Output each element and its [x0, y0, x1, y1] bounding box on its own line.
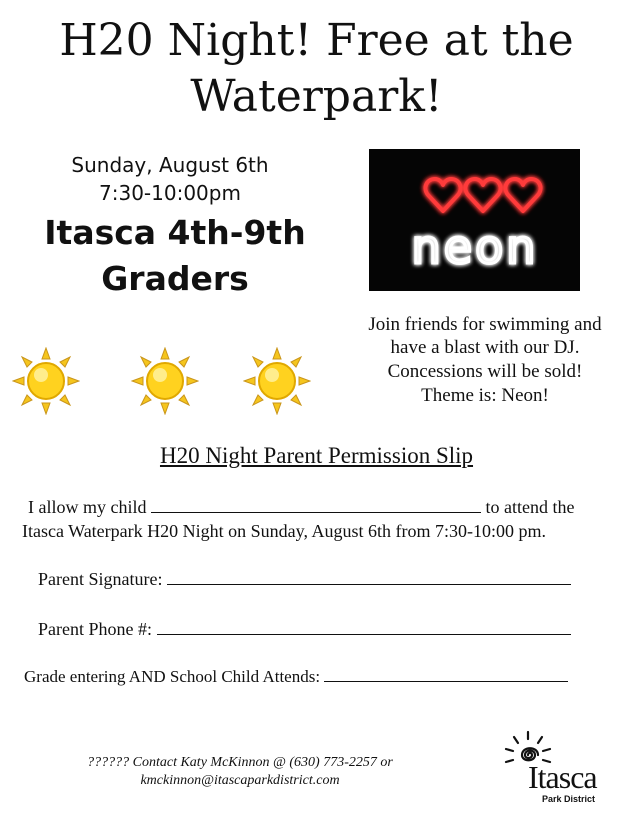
page-title-line2: Waterpark! [190, 71, 443, 122]
contact-email: kmckinnon@itascaparkdistrict.com [140, 773, 340, 788]
neon-sign-image [369, 149, 580, 291]
contact-line1: ?????? Contact Katy McKinnon @ (630) 773-2257 or [87, 755, 393, 770]
sun-icon [12, 347, 80, 415]
parent-phone-row [38, 618, 571, 640]
contact-info [60, 754, 420, 790]
grade-school-label: Grade entering AND School Child Attends: [24, 667, 321, 686]
permission-slip-title-text: H20 Night Parent Permission Slip [159, 443, 474, 468]
sun-icon [131, 347, 199, 415]
parent-signature-row [38, 568, 571, 590]
audience-line1: Itasca 4th-9th [44, 213, 306, 252]
logo-name: Itasca [528, 759, 597, 795]
allow-child-line [28, 496, 574, 518]
permission-slip-title [0, 442, 633, 470]
child-name-field[interactable] [151, 498, 481, 513]
details-line4: Theme is: Neon! [421, 385, 549, 406]
parent-signature-label: Parent Signature: [38, 569, 163, 589]
logo-subtitle: Park District [542, 794, 596, 804]
neon-word: neon [411, 220, 539, 274]
grade-school-row [24, 666, 568, 688]
details-line2: have a blast with our DJ. [390, 337, 580, 358]
event-date: Sunday, August 6th [71, 153, 269, 177]
details-line1: Join friends for swimming and [368, 314, 602, 335]
grade-school-field[interactable] [324, 667, 568, 682]
neon-sign-graphic [369, 149, 580, 291]
audience-line2: Graders [101, 259, 249, 298]
parent-phone-field[interactable] [157, 620, 571, 635]
sun-icon [243, 347, 311, 415]
neon-heart-icons [425, 179, 540, 211]
details-line3: Concessions will be sold! [387, 361, 583, 382]
park-district-logo [498, 728, 613, 808]
event-time: 7:30-10:00pm [99, 181, 241, 205]
page-title-line1: H20 Night! Free at the [59, 15, 574, 66]
parent-signature-field[interactable] [167, 570, 571, 585]
allow-child-prefix: I allow my child [28, 497, 147, 517]
parent-phone-label: Parent Phone #: [38, 619, 152, 639]
allow-child-suffix: to attend the [485, 497, 575, 517]
allow-child-line2: Itasca Waterpark H20 Night on Sunday, August 6th from 7:30-10:00 pm. [22, 521, 546, 541]
